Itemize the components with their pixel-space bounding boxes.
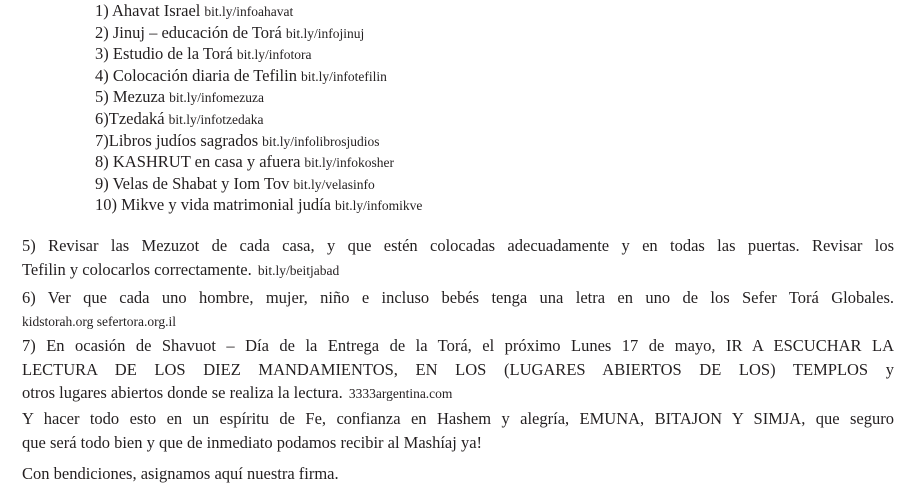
- list-item: [95, 43, 422, 65]
- mitzva-label: 7)Libros judíos sagrados: [95, 130, 259, 150]
- mitzva-label: 4) Colocación diaria de Tefilin: [95, 65, 297, 85]
- list-item: [95, 22, 422, 44]
- mitzva-label: 10) Mikve y vida matrimonial judía: [95, 195, 331, 215]
- list-item: [95, 130, 422, 152]
- paragraph-sefer-tora: [22, 286, 894, 333]
- mitzva-link[interactable]: bit.ly/velasinfo: [293, 176, 375, 192]
- mitzva-label: 9) Velas de Shabat y Iom Tov: [95, 173, 290, 193]
- list-item: [95, 173, 422, 195]
- mitzva-link[interactable]: bit.ly/infotora: [236, 47, 312, 63]
- mitzva-link[interactable]: bit.ly/infomezuza: [169, 90, 264, 106]
- mitzvot-list: [95, 0, 422, 216]
- paragraph-line: que será todo bien y que de inmediato podamos recibir al Mashíaj ya!: [22, 432, 483, 452]
- beitjabad-link[interactable]: bit.ly/beitjabad: [257, 262, 340, 278]
- argentina-link[interactable]: 3333argentina.com: [348, 386, 453, 401]
- list-item: [95, 194, 422, 216]
- paragraph-line: 7) En ocasión de Shavuot – Día de la Entrega de la Torá, el próximo Lunes 17 de mayo, IR A ESCUCHAR LA: [22, 336, 894, 355]
- mitzva-label: 8) KASHRUT en casa y afuera: [95, 152, 301, 172]
- sefer-tora-links[interactable]: kidstorah.org sefertora.org.il: [22, 313, 176, 329]
- paragraph-line: [22, 258, 894, 283]
- paragraph-text: otros lugares abiertos donde se realiza la lectura.: [22, 383, 343, 402]
- mitzva-link[interactable]: bit.ly/infojinuj: [285, 25, 365, 41]
- mitzva-link[interactable]: bit.ly/infomikve: [335, 198, 423, 214]
- paragraph-line: Y hacer todo esto en un espíritu de Fe, confianza en Hashem y alegría, EMUNA, BITAJON Y SIMJA, que seguro: [22, 409, 894, 428]
- paragraph-line: LECTURA DE LOS DIEZ MANDAMIENTOS, EN LOS (LUGARES ABIERTOS DE LOS) TEMPLOS y: [22, 359, 894, 379]
- list-item: [95, 151, 422, 173]
- mitzva-label: 5) Mezuza: [95, 87, 166, 107]
- mitzva-link[interactable]: bit.ly/infotzedaka: [168, 111, 264, 127]
- paragraph-mezuzot: [22, 234, 894, 282]
- paragraph-line: Con bendiciones, asignamos aquí nuestra firma.: [22, 464, 339, 483]
- mitzva-link[interactable]: bit.ly/infokosher: [304, 155, 395, 171]
- paragraph-text: Tefilin y colocarlos correctamente.: [22, 259, 252, 279]
- paragraph-line: [22, 381, 894, 406]
- list-item: [95, 108, 422, 130]
- mitzva-label: 1) Ahavat Israel: [95, 1, 201, 20]
- list-item: [95, 65, 422, 87]
- mitzva-link[interactable]: bit.ly/infoahavat: [204, 4, 294, 19]
- list-item: [95, 0, 422, 22]
- paragraph-emuna: [22, 407, 894, 454]
- paragraph-line: 5) Revisar las Mezuzot de cada casa, y que estén colocadas adecuadamente y en todas las puertas. Revisar los: [22, 236, 894, 255]
- list-item: [95, 86, 422, 108]
- mitzva-label: 6)Tzedaká: [95, 108, 165, 128]
- paragraph-shavuot: [22, 334, 894, 406]
- mitzva-label: 3) Estudio de la Torá: [95, 44, 233, 64]
- paragraph-line: 6) Ver que cada uno hombre, mujer, niño e incluso bebés tenga una letra en uno de los Sefer Torá Globales.: [22, 288, 894, 307]
- mitzva-label: 2) Jinuj – educación de Torá: [95, 22, 282, 42]
- closing-line: [22, 462, 894, 486]
- mitzva-link[interactable]: bit.ly/infotefilin: [300, 68, 387, 84]
- mitzva-link[interactable]: bit.ly/infolibrosjudios: [262, 133, 380, 149]
